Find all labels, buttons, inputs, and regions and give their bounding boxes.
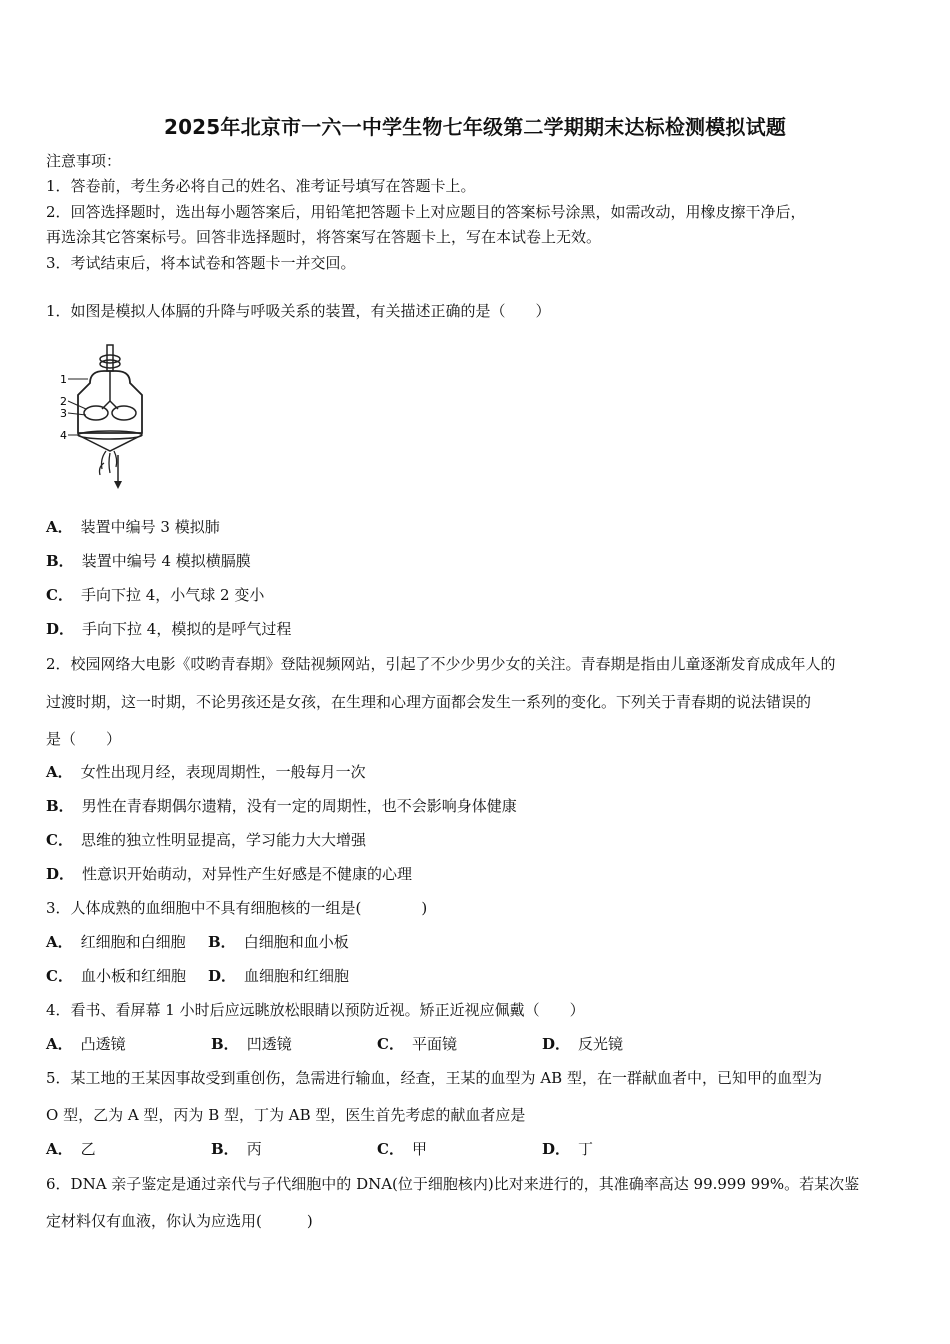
question-2-stem: 2．校园网络大电影《哎哟青春期》登陆视频网站，引起了不少少男少女的关注。青春期是指由儿童逐渐发育成成年人的 (46, 655, 836, 673)
question-4-option-d[interactable]: D． 反光镜 (542, 1035, 624, 1053)
notice-item: 再选涂其它答案标号。回答非选择题时，将答案写在答题卡上，写在本试卷上无效。 (46, 228, 602, 246)
notice-heading: 注意事项： (46, 152, 122, 170)
question-3-option-c[interactable]: C． 血小板和红细胞 (46, 967, 186, 985)
question-5-stem: 5．某工地的王某因事故受到重创伤，急需进行输血，经查，王某的血型为 AB 型，在一群献血者中，已知甲的血型为 (46, 1069, 822, 1087)
notice-item: 1．答卷前，考生务必将自己的姓名、准考证号填写在答题卡上。 (46, 177, 476, 195)
question-3-option-a[interactable]: A． 红细胞和白细胞 (46, 933, 186, 951)
question-2-option-c[interactable]: C． 思维的独立性明显提高，学习能力大大增强 (46, 831, 366, 849)
diagram-label-4: 4 (60, 429, 67, 442)
question-4-stem: 4．看书、看屏幕 1 小时后应远眺放松眼睛以预防近视。矫正近视应佩戴（ ） (46, 1001, 585, 1019)
question-3-stem: 3．人体成熟的血细胞中不具有细胞核的一组是( ) (46, 899, 428, 917)
notice-item: 3．考试结束后，将本试卷和答题卡一并交回。 (46, 254, 356, 272)
question-2-option-a[interactable]: A． 女性出现月经，表现周期性，一般每月一次 (46, 763, 366, 781)
question-4-option-b[interactable]: B． 凹透镜 (211, 1035, 292, 1053)
question-2-stem: 是（ ） (46, 730, 122, 748)
question-1-option-b[interactable]: B． 装置中编号 4 模拟横膈膜 (46, 552, 251, 570)
question-1-option-c[interactable]: C． 手向下拉 4，小气球 2 变小 (46, 586, 265, 604)
question-1-option-a[interactable]: A． 装置中编号 3 模拟肺 (46, 518, 220, 536)
question-5-option-a[interactable]: A． 乙 (46, 1140, 96, 1158)
question-1-stem: 1．如图是模拟人体膈的升降与呼吸关系的装置，有关描述正确的是（ ） (46, 302, 551, 320)
question-5-option-d[interactable]: D． 丁 (542, 1140, 594, 1158)
question-3-option-b[interactable]: B． 白细胞和血小板 (208, 933, 349, 951)
question-2-option-d[interactable]: D． 性意识开始萌动，对异性产生好感是不健康的心理 (46, 865, 413, 883)
question-3-option-d[interactable]: D． 血细胞和红细胞 (208, 967, 350, 985)
question-5-option-c[interactable]: C． 甲 (377, 1140, 427, 1158)
question-6-stem: 定材料仅有血液，你认为应选用( ) (46, 1212, 313, 1230)
question-2-stem: 过渡时期，这一时期，不论男孩还是女孩，在生理和心理方面都会发生一系列的变化。下列关于青春期的说法错误的 (46, 693, 812, 711)
notice-item: 2．回答选择题时，选出每小题答案后，用铅笔把答题卡上对应题目的答案标号涂黑，如需改动，用橡皮擦干净后， (46, 203, 806, 221)
question-2-option-b[interactable]: B． 男性在青春期偶尔遗精，没有一定的周期性，也不会影响身体健康 (46, 797, 517, 815)
diagram-label-2: 2 (60, 395, 67, 408)
page-title: 2025年北京市一六一中学生物七年级第二学期期末达标检测模拟试题 (163, 115, 787, 139)
question-1-option-d[interactable]: D． 手向下拉 4，模拟的是呼气过程 (46, 620, 292, 638)
question-5-stem: O 型，乙为 A 型，丙为 B 型，丁为 AB 型，医生首先考虑的献血者应是 (46, 1106, 526, 1124)
question-5-option-b[interactable]: B． 丙 (211, 1140, 262, 1158)
respiration-model-diagram (60, 343, 160, 493)
diagram-label-1: 1 (60, 373, 67, 386)
question-4-option-a[interactable]: A． 凸透镜 (46, 1035, 126, 1053)
question-4-option-c[interactable]: C． 平面镜 (377, 1035, 457, 1053)
question-6-stem: 6．DNA 亲子鉴定是通过亲代与子代细胞中的 DNA(位于细胞核内)比对来进行的，其准确率高达 99.999 99%。若某次鉴 (46, 1175, 860, 1193)
diagram-label-3: 3 (60, 407, 67, 420)
